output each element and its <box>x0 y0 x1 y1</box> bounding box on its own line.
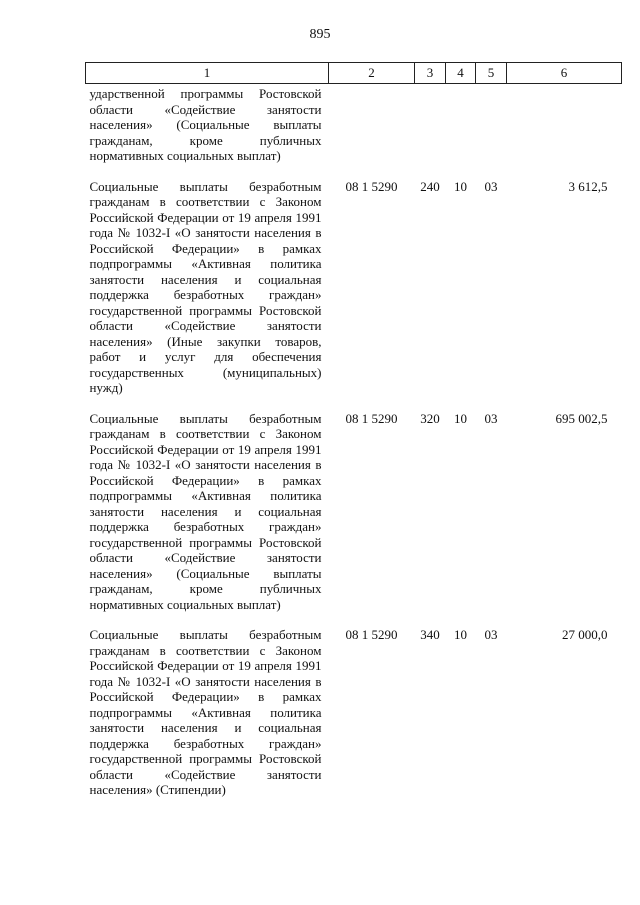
row-section: 10 <box>454 178 467 194</box>
row-subsection: 03 <box>484 410 498 426</box>
page-number: 895 <box>309 27 331 42</box>
table-row <box>86 411 622 628</box>
table-row <box>86 179 622 411</box>
column-header-4: 4 <box>446 63 476 84</box>
row-section: 10 <box>454 627 467 642</box>
row-section: 10 <box>454 410 467 426</box>
row-description: Социальные выплаты безработным гражданам в соответствии с Законом Российской Федерации от 19 апреля 1991 года № 1032-I «О занятости населения в Российской Федерации» в рамках подпрограммы «Активная политика занятости населения и социальная поддержка безработных граждан» государственной программы Ростовской области «Содействие занятости населения» (Стипендии) <box>89 627 322 797</box>
row-subsection: 03 <box>484 627 498 642</box>
column-header-1: 1 <box>86 63 329 84</box>
row-amount: 27 000,0 <box>562 627 608 642</box>
row-amount: 695 002,5 <box>555 410 608 426</box>
row-target-code: 08 1 5290 <box>345 178 398 194</box>
row-section <box>446 84 476 179</box>
column-header-2: 2 <box>329 63 415 84</box>
row-amount <box>507 84 622 179</box>
row-expense-type <box>415 84 446 179</box>
row-expense-type: 320 <box>420 410 440 426</box>
row-amount: 3 612,5 <box>568 178 608 194</box>
row-target-code: 08 1 5290 <box>345 410 398 426</box>
table-header-row <box>86 63 622 84</box>
table-row <box>86 627 622 813</box>
budget-table <box>85 62 622 813</box>
row-description: Социальные выплаты безработным гражданам в соответствии с Законом Российской Федерации от 19 апреля 1991 года № 1032-I «О занятости населения в Российской Федерации» в рамках подпрограммы «Активная политика занятости населения и социальная поддержка безработных граждан» государственной программы Ростовской области «Содействие занятости населения» (Иные закупки товаров, работ и услуг для обеспечения государственных (муниципальных) нужд) <box>89 178 322 395</box>
row-subsection <box>476 84 507 179</box>
column-header-3: 3 <box>415 63 446 84</box>
row-description: Социальные выплаты безработным гражданам в соответствии с Законом Российской Федерации от 19 апреля 1991 года № 1032-I «О занятости населения в Российской Федерации» в рамках подпрограммы «Активная политика занятости населения и социальная поддержка безработных граждан» государственной программы Ростовской области «Содействие занятости населения» (Социальные выплаты гражданам, кроме публичных нормативных социальных выплат) <box>89 410 322 612</box>
row-target-code: 08 1 5290 <box>345 627 398 642</box>
row-subsection: 03 <box>484 178 498 194</box>
table-row <box>86 84 622 179</box>
row-expense-type: 240 <box>420 178 440 194</box>
row-expense-type: 340 <box>420 627 440 642</box>
column-header-5: 5 <box>476 63 507 84</box>
row-description: ударственной программы Ростовской области «Содействие занятости населения» (Социальные выплаты гражданам, кроме публичных нормативных социальных выплат) <box>89 86 322 163</box>
row-target-code <box>329 84 415 179</box>
column-header-6: 6 <box>507 63 622 84</box>
